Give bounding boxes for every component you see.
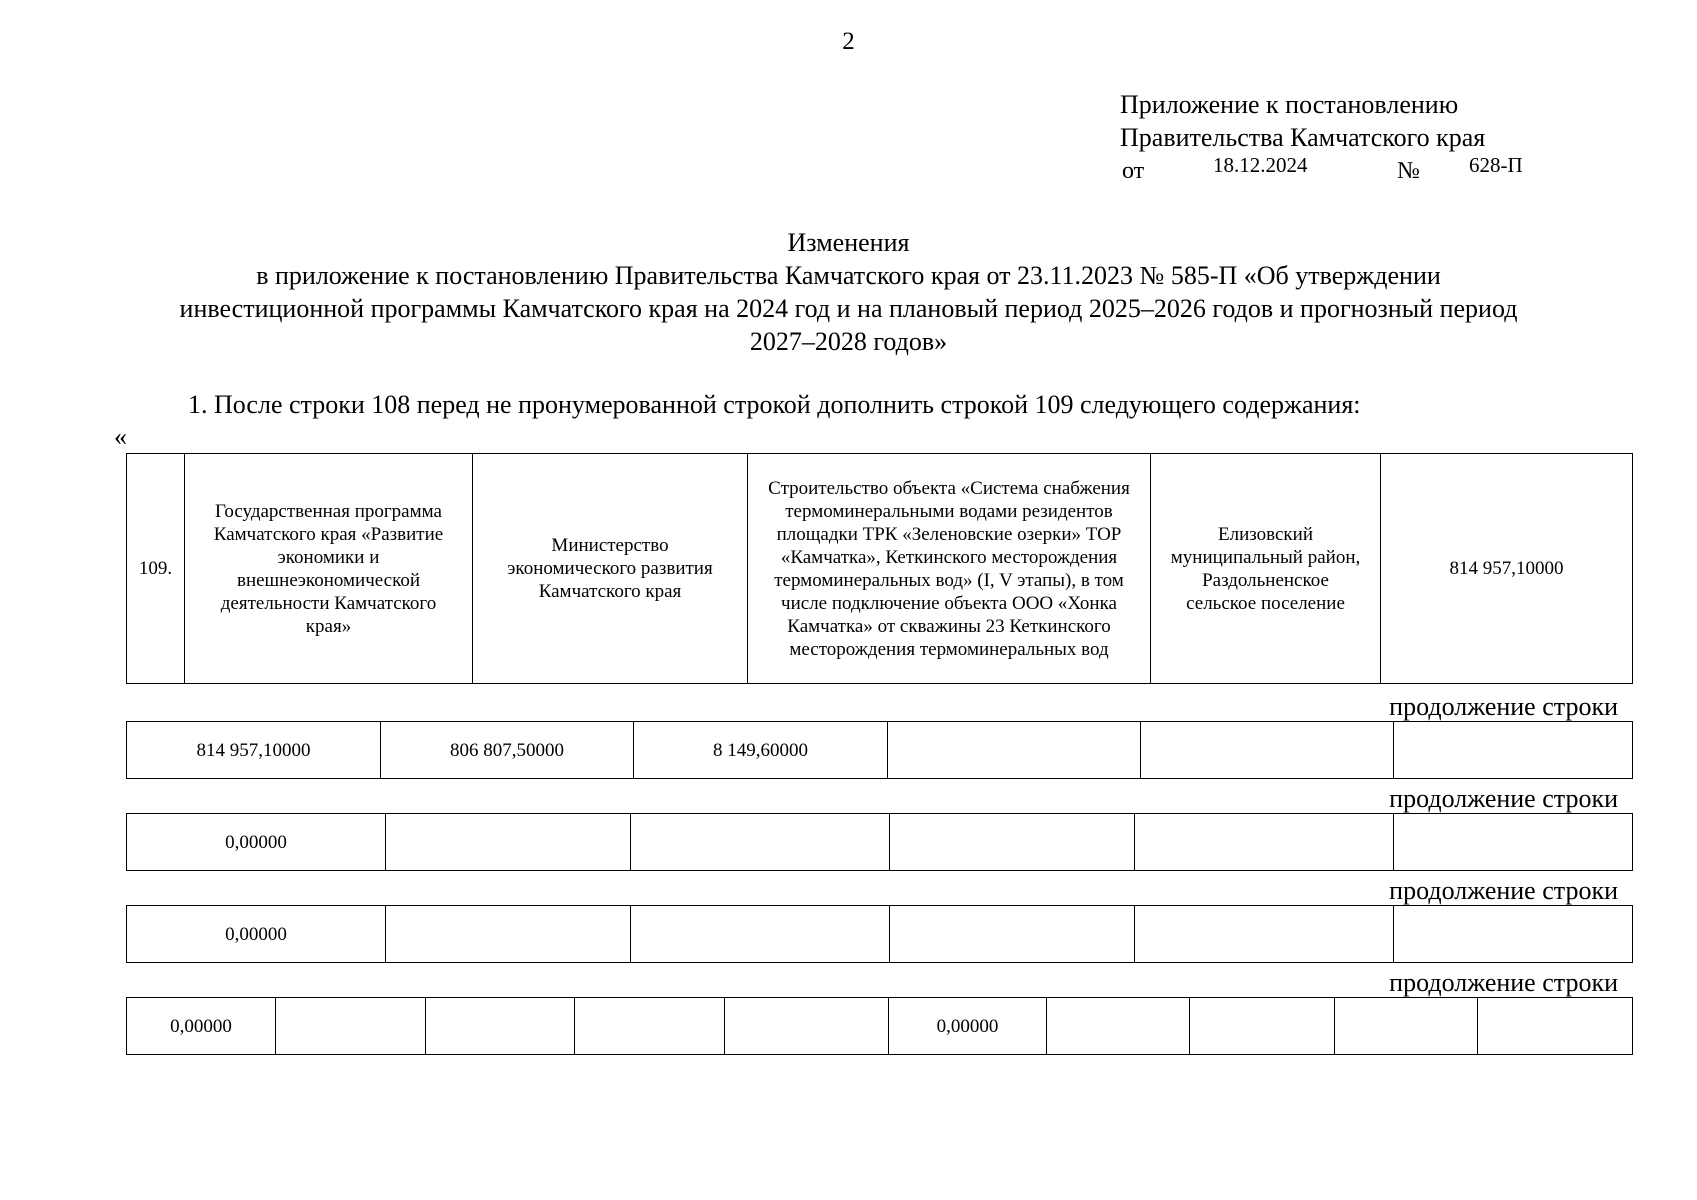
- table-cell: [1141, 722, 1394, 779]
- table-cell: 8 149,60000: [634, 722, 888, 779]
- table-cell: [386, 906, 631, 963]
- table-cell: [890, 814, 1135, 871]
- decree-date: 18.12.2024: [1213, 153, 1308, 177]
- continuation-label-4: продолжение строки: [1389, 968, 1618, 997]
- cell-municipality: Елизовский муниципальный район, Раздольненское сельское поселение: [1151, 454, 1381, 684]
- table-cell: [426, 998, 575, 1055]
- continuation-label-3: продолжение строки: [1389, 876, 1618, 905]
- table-cell: [1047, 998, 1190, 1055]
- title-line-4: 2027–2028 годов»: [749, 327, 948, 356]
- cell-ministry: Министерство экономического развития Камчатского края: [473, 454, 748, 684]
- number-sign: №: [1397, 158, 1420, 184]
- table-cell: [1335, 998, 1478, 1055]
- table-cell: [1135, 814, 1394, 871]
- row-109-table: [126, 453, 1633, 684]
- table-cell: [1394, 814, 1633, 871]
- cell-object: Строительство объекта «Система снабжения термоминеральными водами резидентов площадки ТРК «Зеленовские озерки» ТОР «Камчатка», Кеткинского месторождения термоминеральных вод» (I, V этапы), в том числе подключение объекта ООО «Хонка Камчатка» от скважины 23 Кеткинского месторождения термоминеральных вод: [748, 454, 1151, 684]
- page-number: 2: [842, 28, 855, 55]
- continuation-table-4: [126, 997, 1633, 1055]
- appendix-header: [1120, 88, 1485, 154]
- table-cell: [1394, 722, 1633, 779]
- table-row: [127, 454, 1633, 684]
- continuation-table-3: [126, 905, 1633, 963]
- continuation-label-1: продолжение строки: [1389, 692, 1618, 721]
- table-row: [127, 906, 1633, 963]
- table-cell: [890, 906, 1135, 963]
- table-cell: [631, 906, 890, 963]
- title-line-1: Изменения: [787, 228, 910, 257]
- document-title: [60, 226, 1637, 358]
- open-quote: «: [114, 422, 127, 451]
- table-cell: 806 807,50000: [381, 722, 634, 779]
- table-cell: [1394, 906, 1633, 963]
- table-row: [127, 814, 1633, 871]
- continuation-label-2: продолжение строки: [1389, 784, 1618, 813]
- date-prefix: от: [1122, 158, 1145, 184]
- appendix-line-1: Приложение к постановлению: [1120, 90, 1459, 119]
- table-cell: [631, 814, 890, 871]
- table-cell: 0,00000: [127, 998, 276, 1055]
- table-cell: 0,00000: [127, 814, 386, 871]
- paragraph-1: 1. После строки 108 перед не пронумерованной строкой дополнить строкой 109 следующего содержания:: [188, 390, 1361, 419]
- decree-number: 628-П: [1469, 153, 1523, 177]
- continuation-table-1: [126, 721, 1633, 779]
- appendix-line-2: Правительства Камчатского края: [1120, 123, 1486, 152]
- cell-row-number: 109.: [127, 454, 185, 684]
- cell-total: 814 957,10000: [1381, 454, 1633, 684]
- table-cell: [276, 998, 426, 1055]
- table-cell: [1135, 906, 1394, 963]
- table-cell: 0,00000: [127, 906, 386, 963]
- table-cell: [575, 998, 725, 1055]
- table-row: [127, 998, 1633, 1055]
- table-cell: [386, 814, 631, 871]
- title-line-2: в приложение к постановлению Правительства Камчатского края от 23.11.2023 № 585-П «Об утверждении: [256, 261, 1441, 290]
- table-cell: [888, 722, 1141, 779]
- continuation-table-2: [126, 813, 1633, 871]
- title-line-3: инвестиционной программы Камчатского края на 2024 год и на плановый период 2025–2026 годов и прогнозный период: [179, 294, 1518, 323]
- cell-program: Государственная программа Камчатского края «Развитие экономики и внешнеэкономической деятельности Камчатского края»: [185, 454, 473, 684]
- table-cell: 0,00000: [889, 998, 1047, 1055]
- table-row: [127, 722, 1633, 779]
- table-cell: [1190, 998, 1335, 1055]
- table-cell: [1478, 998, 1633, 1055]
- table-cell: [725, 998, 889, 1055]
- table-cell: 814 957,10000: [127, 722, 381, 779]
